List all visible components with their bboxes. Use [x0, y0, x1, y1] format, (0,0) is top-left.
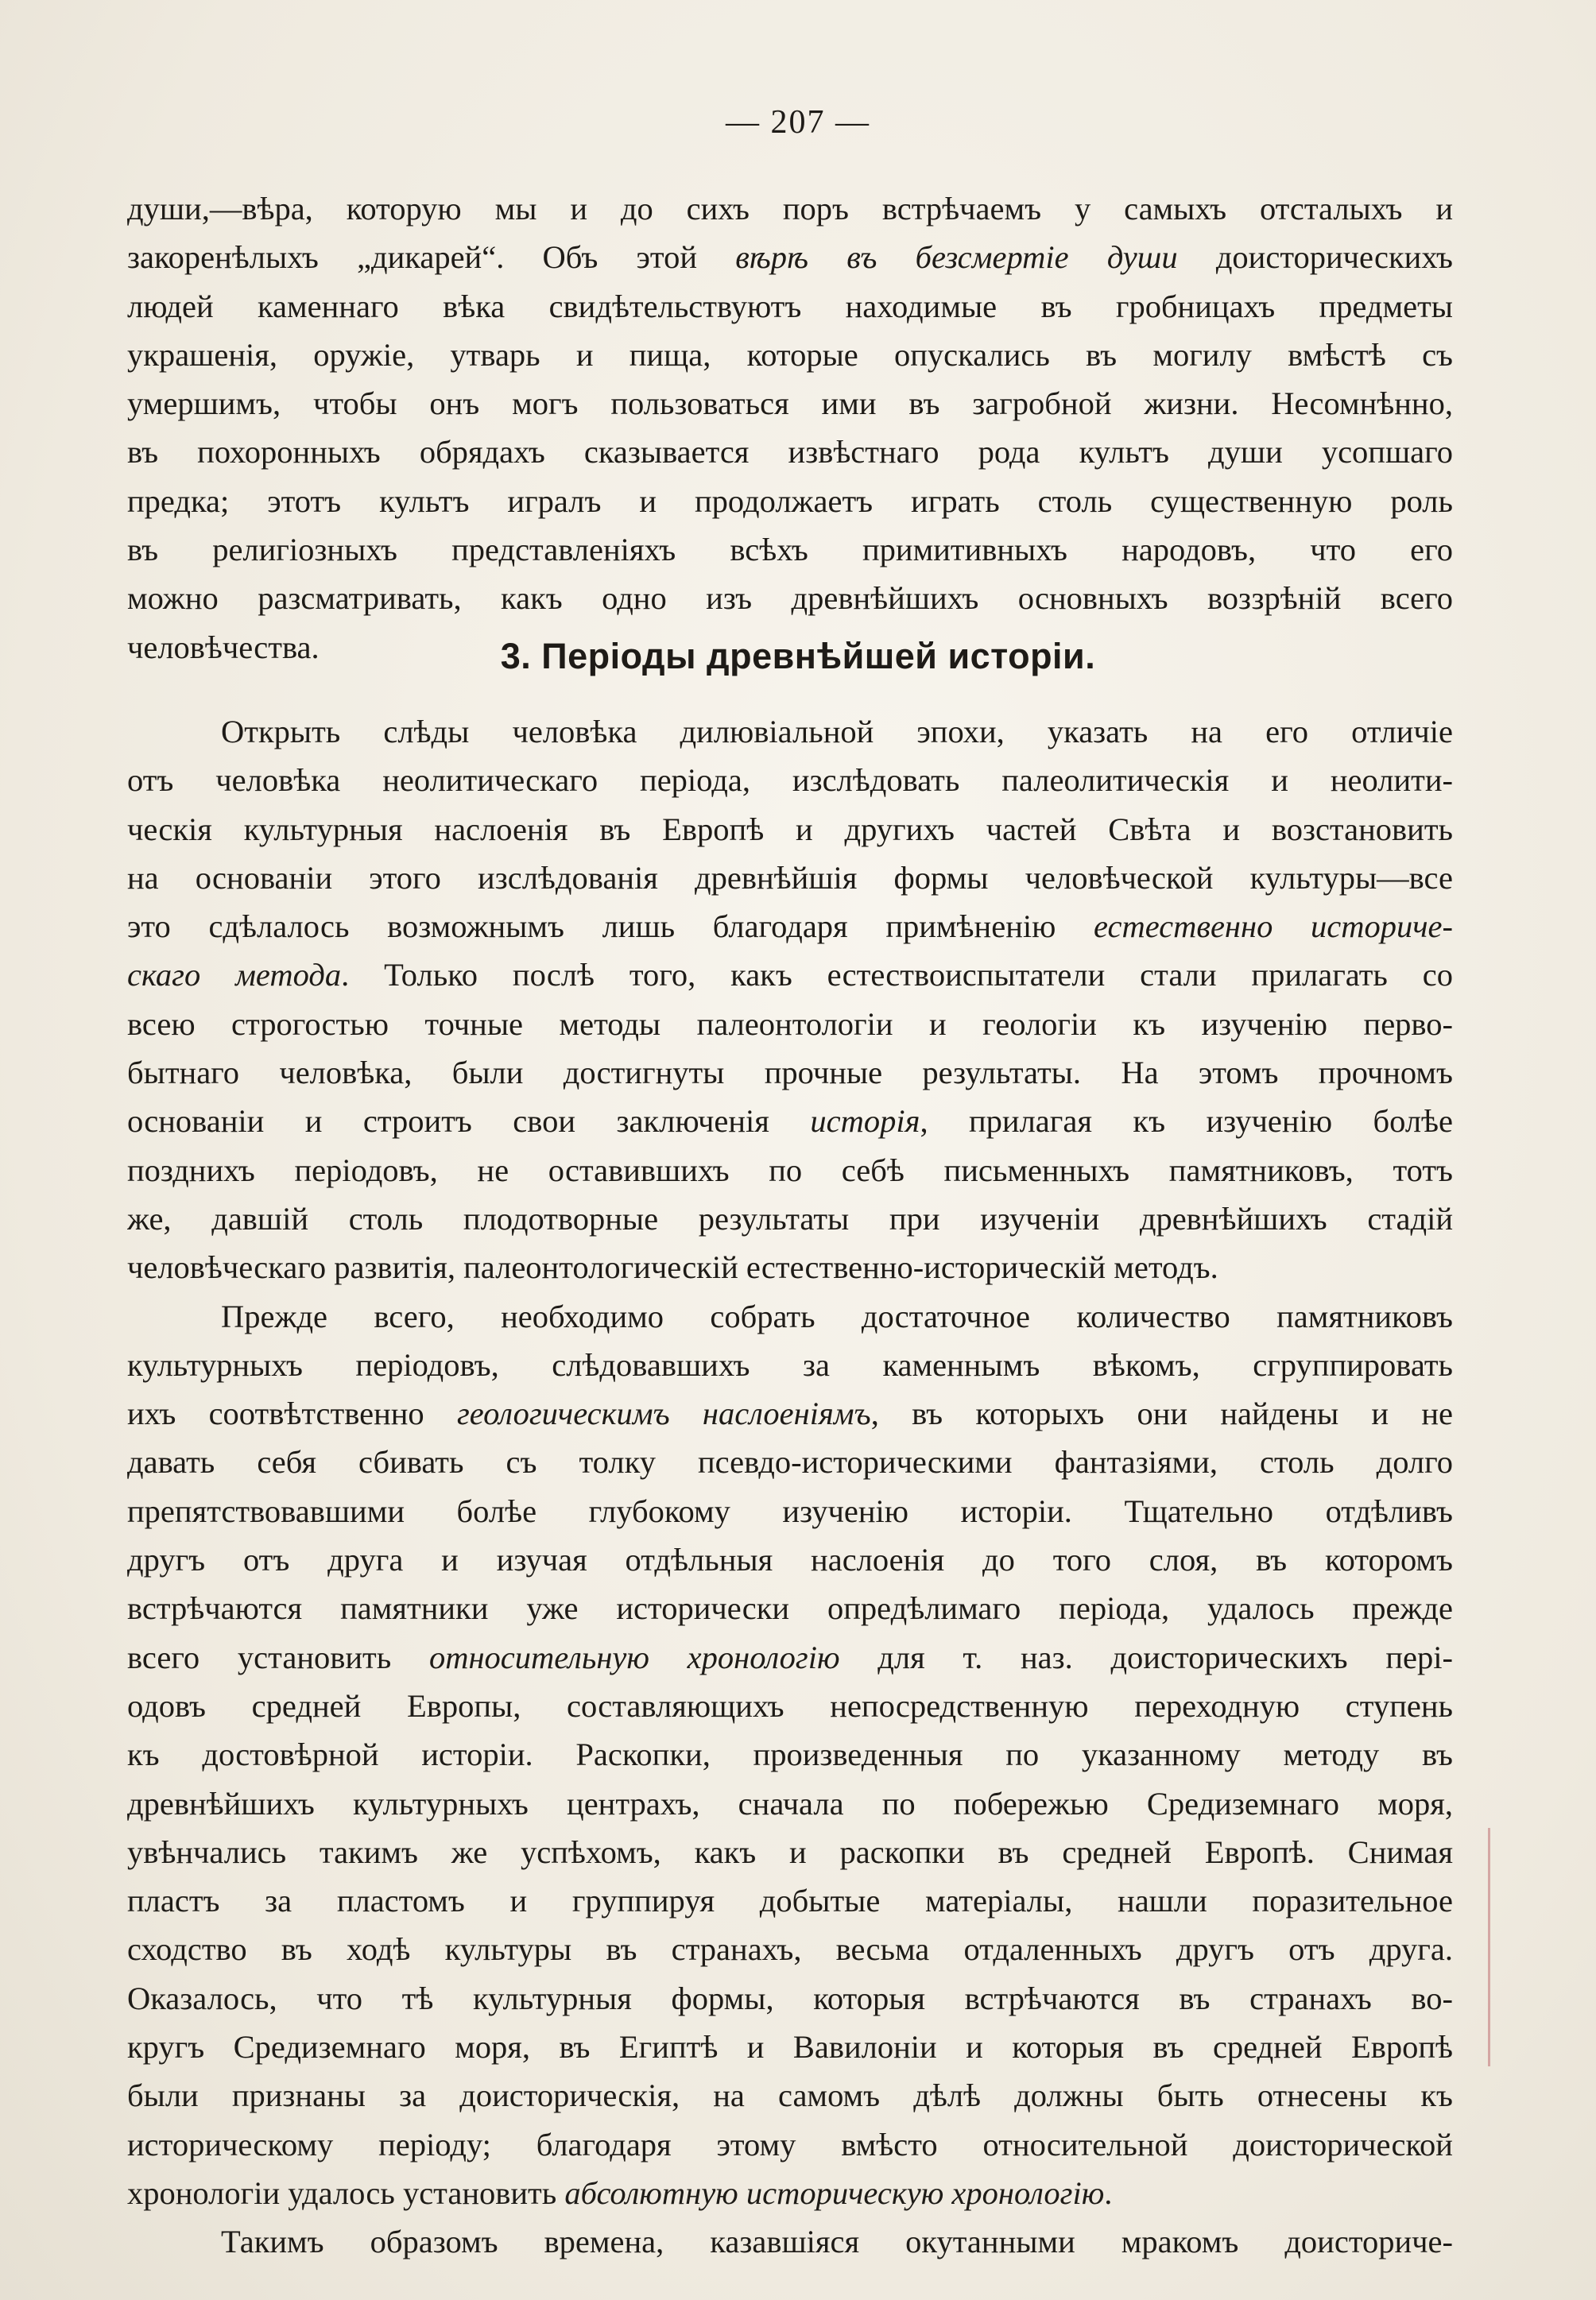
text-line: [127, 574, 1453, 622]
text-line: [127, 1828, 1453, 1876]
text-line: [127, 1925, 1453, 1973]
text-line: [127, 707, 1453, 756]
section-heading: 3. Періоды древнѣйшей исторіи.: [500, 636, 1096, 676]
text-run: это сдѣлалось возможнымъ лишь благодаря примѣненію: [127, 908, 1094, 945]
text-line: [127, 1048, 1453, 1097]
text-line: [127, 1535, 1453, 1584]
text-line: [127, 2023, 1453, 2071]
text-run: были признаны за доисторическія, на самомъ дѣлѣ должны быть отнесены къ: [127, 2077, 1453, 2114]
text-run: встрѣчаются памятники уже исторически опредѣлимаго періода, удалось прежде: [127, 1590, 1453, 1627]
text-line: [127, 2071, 1453, 2120]
text-line: [127, 1974, 1453, 2023]
text-line: [127, 1487, 1453, 1535]
text-run: одовъ средней Европы, составляющихъ непосредственную переходную ступень: [127, 1687, 1453, 1724]
text-run: основаніи и строитъ свои заключенія: [127, 1103, 811, 1140]
text-line: [127, 2120, 1453, 2169]
text-run: .: [1104, 2174, 1113, 2211]
text-run: въ религіозныхъ представленіяхъ всѣхъ примитивныхъ народовъ, что его: [127, 532, 1453, 568]
text-line: [127, 1000, 1453, 1048]
text-run: . Только послѣ того, какъ естествоиспытатели стали прилагать со: [341, 957, 1453, 993]
text-run: историческому періоду; благодаря этому вмѣсто относительной доисторической: [127, 2126, 1453, 2163]
text-line: [127, 1633, 1453, 1682]
text-line: [127, 233, 1453, 281]
text-line: [127, 1341, 1453, 1389]
text-line: [127, 1730, 1453, 1779]
text-run: Прежде всего, необходимо собрать достаточное количество памятниковъ: [221, 1298, 1453, 1334]
italic-phrase: исторія: [810, 1103, 920, 1140]
text-run: культурныхъ періодовъ, слѣдовавшихъ за каменнымъ вѣкомъ, сгруппировать: [127, 1346, 1453, 1383]
text-line: [127, 1438, 1453, 1486]
text-run: доисторическихъ: [1177, 239, 1453, 276]
text-run: ихъ соотвѣтственно: [127, 1396, 457, 1432]
text-line: [127, 756, 1453, 804]
italic-phrase: естественно историче-: [1094, 908, 1453, 945]
page-number: — 207 —: [726, 104, 870, 141]
text-run: на основаніи этого изслѣдованія древнѣйшія формы человѣческой культуры—все: [127, 859, 1453, 896]
text-run: всею строгостью точные методы палеонтологіи и геологіи къ изученію перво-: [127, 1005, 1453, 1042]
text-run: всего установить: [127, 1639, 429, 1675]
text-line: [127, 1195, 1453, 1243]
text-line: [127, 1243, 1453, 1291]
text-line: [127, 331, 1453, 379]
paragraph-1: [127, 184, 1453, 672]
text-run: можно разсматривать, какъ одно изъ древнѣйшихъ основныхъ воззрѣній всего: [127, 580, 1453, 617]
text-line: [127, 1292, 1453, 1341]
text-line: [127, 1779, 1453, 1828]
text-line: [127, 902, 1453, 951]
text-line: [127, 854, 1453, 902]
text-run: ческія культурныя наслоенія въ Европѣ и другихъ частей Свѣта и возстановить: [127, 811, 1453, 847]
text-run: древнѣйшихъ культурныхъ центрахъ, сначала по побережью Средиземнаго моря,: [127, 1785, 1453, 1822]
text-run: отъ человѣка неолитическаго періода, изслѣдовать палеолитическія и неолити-: [127, 762, 1453, 799]
text-run: , въ которыхъ они найдены и не: [870, 1396, 1453, 1432]
text-run: же, давшій столь плодотворные результаты при изученіи древнѣйшихъ стадій: [127, 1200, 1453, 1237]
text-run: хронологіи удалось установить: [127, 2174, 565, 2211]
margin-mark: [1488, 1828, 1490, 2066]
text-line: [127, 428, 1453, 476]
text-line: [127, 379, 1453, 428]
text-run: увѣнчались такимъ же успѣхомъ, какъ и раскопки въ средней Европѣ. Снимая: [127, 1833, 1453, 1870]
italic-phrase: вѣрѣ въ безсмертіе души: [735, 239, 1178, 276]
text-line: [127, 477, 1453, 525]
paragraph-3: [127, 1292, 1453, 2218]
text-run: къ достовѣрной исторіи. Раскопки, произведенныя по указанному методу въ: [127, 1737, 1453, 1773]
text-line: [127, 805, 1453, 854]
text-run: Оказалось, что тѣ культурныя формы, которыя встрѣчаются въ странахъ во-: [127, 1980, 1453, 2016]
text-line: [127, 184, 1453, 233]
text-run: препятствовавшими болѣе глубокому изученію исторіи. Тщательно отдѣливъ: [127, 1493, 1453, 1529]
paragraph-2: [127, 707, 1453, 1292]
italic-phrase: скаго метода: [127, 957, 342, 993]
text-run: человѣческаго развитія, палеонтологическій естественно-историческій методъ.: [127, 1249, 1218, 1286]
text-line: [127, 1389, 1453, 1438]
text-line: [127, 2169, 1453, 2217]
text-run: позднихъ періодовъ, не оставившихъ по себѣ письменныхъ памятниковъ, тотъ: [127, 1152, 1453, 1188]
text-run: Открыть слѣды человѣка дилювіальной эпохи, указать на его отличіе: [221, 714, 1453, 749]
italic-phrase: геологическимъ наслоеніямъ: [456, 1396, 871, 1432]
text-line: [127, 951, 1453, 999]
text-line: [127, 1584, 1453, 1632]
text-run: другъ отъ друга и изучая отдѣльныя наслоенія до того слоя, въ которомъ: [127, 1542, 1453, 1578]
text-run: людей каменнаго вѣка свидѣтельствуютъ находимые въ гробницахъ предметы: [127, 288, 1453, 324]
text-run: въ похоронныхъ обрядахъ сказывается извѣстнаго рода культъ души усопшаго: [127, 434, 1453, 470]
text-run: души,—вѣра, которую мы и до сихъ поръ встрѣчаемъ у самыхъ отсталыхъ и: [127, 191, 1453, 227]
text-run: , прилагая къ изученію болѣе: [920, 1103, 1453, 1140]
text-run: для т. наз. доисторическихъ пері-: [839, 1639, 1453, 1675]
italic-phrase: абсолютную историческую хронологію: [564, 2174, 1105, 2211]
text-run: умершимъ, чтобы онъ могъ пользоваться ими въ загробной жизни. Несомнѣнно,: [127, 385, 1453, 422]
text-run: закоренѣлыхъ „дикарей“. Объ этой: [127, 239, 736, 276]
text-run: пластъ за пластомъ и группируя добытые матеріалы, нашли поразительное: [127, 1883, 1453, 1919]
text-run: украшенія, оружіе, утварь и пища, которые опускались въ могилу вмѣстѣ съ: [127, 336, 1453, 373]
text-line: [127, 282, 1453, 331]
text-run: человѣчества.: [127, 629, 320, 665]
paragraph-4: [127, 2217, 1453, 2266]
text-line: [127, 525, 1453, 574]
italic-phrase: относительную хронологію: [428, 1639, 840, 1675]
text-line: [127, 1097, 1453, 1145]
text-run: бытнаго человѣка, были достигнуты прочные результаты. На этомъ прочномъ: [127, 1055, 1453, 1091]
text-run: предка; этотъ культъ игралъ и продолжаетъ играть столь существенную роль: [127, 482, 1453, 519]
text-run: давать себя сбивать съ толку псевдо-историческими фантазіями, столь долго: [127, 1444, 1453, 1481]
text-line: [127, 1146, 1453, 1195]
text-line: [127, 2217, 1453, 2266]
text-run: сходство въ ходѣ культуры въ странахъ, весьма отдаленныхъ другъ отъ друга.: [127, 1931, 1453, 1968]
text-run: Такимъ образомъ времена, казавшіяся окутанными мракомъ доисториче-: [221, 2224, 1453, 2260]
text-run: кругъ Средиземнаго моря, въ Египтѣ и Вавилоніи и которыя въ средней Европѣ: [127, 2029, 1453, 2066]
section-body: [127, 707, 1453, 2267]
text-line: [127, 1876, 1453, 1925]
text-line: [127, 1682, 1453, 1730]
